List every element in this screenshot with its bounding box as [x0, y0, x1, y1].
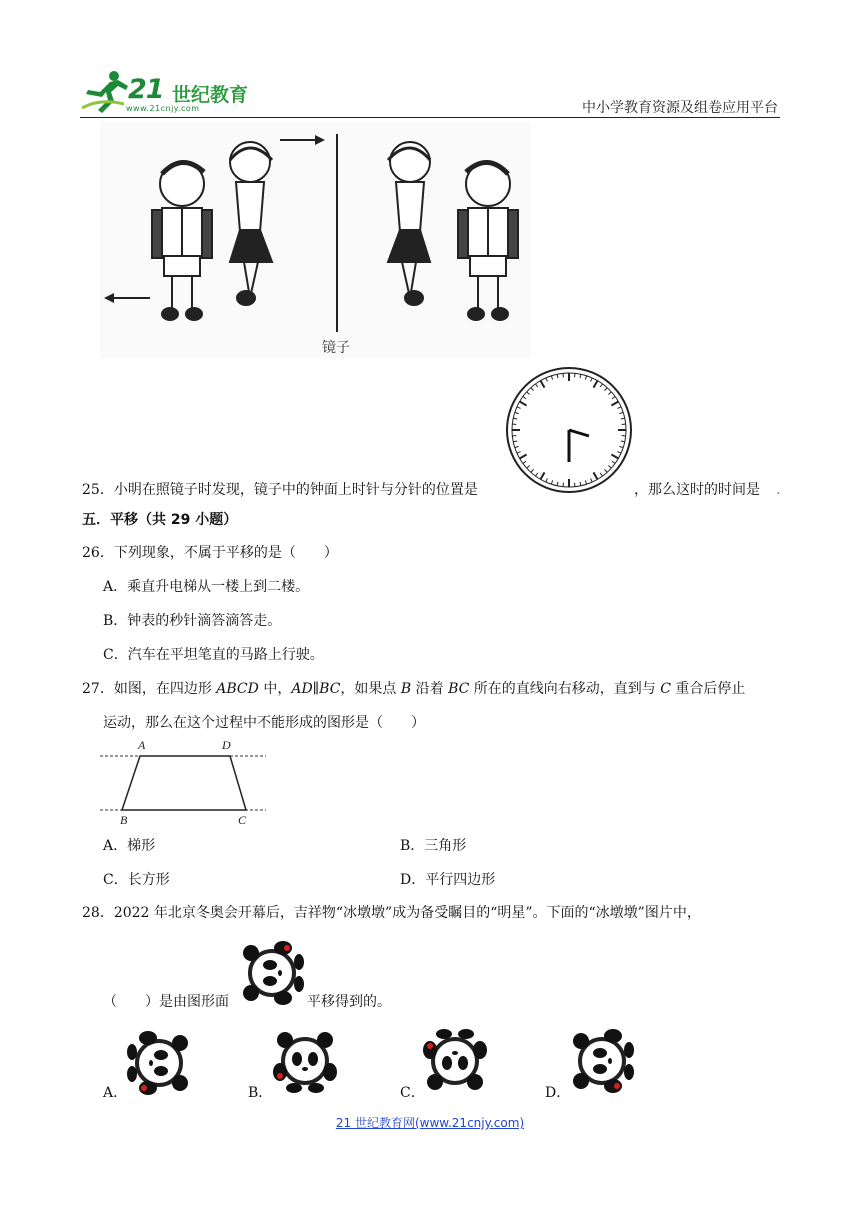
mirror-label: 镜子	[322, 340, 350, 356]
q27-option-d: D．平行四边形	[400, 872, 496, 888]
runner-logo-icon	[80, 68, 130, 114]
logo-title: 世纪教育	[172, 84, 249, 106]
q26-option-c: C．汽车在平坦笔直的马路上行驶。	[103, 647, 324, 663]
panda-option-a-icon	[124, 1028, 194, 1098]
header-platform-title: 中小学教育资源及组卷应用平台	[582, 100, 778, 116]
q25-text-before: 25．小明在照镜子时发现，镜子中的钟面上时针与分针的位置是	[82, 482, 478, 498]
q28-option-a-label: A．	[103, 1085, 128, 1101]
q25-text-after: ，那么这时的时间是	[634, 482, 760, 498]
mirror-figure	[100, 122, 530, 358]
q28-option-d-label: D．	[545, 1085, 571, 1101]
q26-option-a: A．乘直升电梯从一楼上到二楼。	[103, 579, 310, 595]
q28-stem-line2-before: （ ）是由图形面	[103, 994, 229, 1010]
q28-option-c-label: C．	[400, 1085, 425, 1101]
panda-option-b-icon	[270, 1026, 340, 1096]
q27-stem-line1: 27．如图，在四边形 ABCD 中，AD∥BC，如果点 B 沿着 BC 所在的直线向右移动，直到与 C 重合后停止	[82, 681, 746, 697]
q28-stem-line1: 28．2022 年北京冬奥会开幕后，吉祥物“冰墩墩”成为备受瞩目的“明星”。下面的“冰墩墩”图片中，	[82, 905, 701, 921]
label-b: B	[120, 813, 128, 827]
q27-stem-line2: 运动，那么在这个过程中不能形成的图形是（ ）	[103, 715, 425, 731]
clock-face-icon	[505, 366, 633, 494]
q28-option-b-label: B．	[248, 1085, 273, 1101]
panda-option-c-icon	[420, 1026, 490, 1096]
label-d: D	[222, 738, 231, 752]
label-a: A	[138, 738, 146, 752]
logo-url: www.21cnjy.com	[126, 104, 200, 113]
header-divider	[80, 117, 780, 118]
q27-option-c: C．长方形	[103, 872, 170, 888]
label-c: C	[238, 813, 247, 827]
panda-reference-icon	[237, 938, 307, 1008]
panda-option-d-icon	[567, 1026, 637, 1096]
q28-stem-line2-after: 平移得到的。	[307, 994, 391, 1010]
q26-option-b: B．钟表的秒针滴答滴答走。	[103, 613, 282, 629]
logo-number: 21	[128, 74, 164, 105]
section-title: 五．平移（共 29 小题）	[82, 512, 238, 528]
trapezoid-figure	[100, 736, 266, 828]
q27-option-a: A．梯形	[103, 838, 156, 854]
q26-stem: 26．下列现象，不属于平移的是（ ）	[82, 545, 338, 561]
q25-tail: .	[776, 482, 781, 498]
footer-link[interactable]: 21 世纪教育网(www.21cnjy.com)	[335, 1116, 525, 1130]
q27-option-b: B．三角形	[400, 838, 467, 854]
